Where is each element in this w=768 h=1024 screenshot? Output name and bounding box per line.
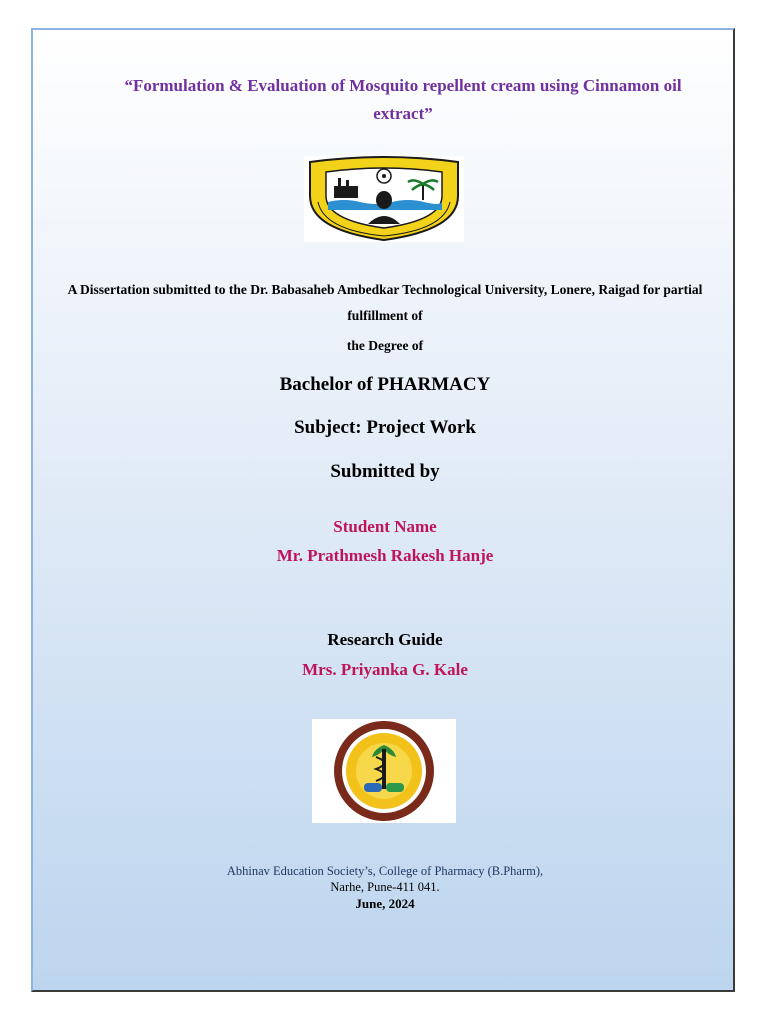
student-name: Mr. Prathmesh Rakesh Hanje <box>276 546 494 565</box>
submitted-by-label: Submitted by <box>330 461 440 482</box>
research-guide-label: Research Guide <box>327 630 443 649</box>
student-name-label: Student Name <box>333 517 437 536</box>
society-name: Abhinav Education Society’s, College of Pharmacy (B.Pharm), <box>226 864 544 878</box>
university-seal-icon <box>304 156 464 242</box>
degree-name: Bachelor of PHARMACY <box>279 374 491 395</box>
degree-of-label: the Degree of <box>346 338 424 353</box>
college-address: Narhe, Pune-411 041. <box>330 880 440 894</box>
subject-line: Subject: Project Work <box>294 417 476 438</box>
research-guide-name: Mrs. Priyanka G. Kale <box>302 660 468 679</box>
submission-date: June, 2024 <box>355 896 415 911</box>
college-emblem-icon <box>312 719 456 823</box>
dissertation-statement: A Dissertation submitted to the Dr. Babasaheb Ambedkar Technological University, Lonere, Raigad for partial fulfillment of <box>67 282 703 323</box>
cover-page <box>31 28 735 992</box>
document-title: “Formulation & Evaluation of Mosquito repellent cream using Cinnamon oil extract” <box>124 76 682 123</box>
